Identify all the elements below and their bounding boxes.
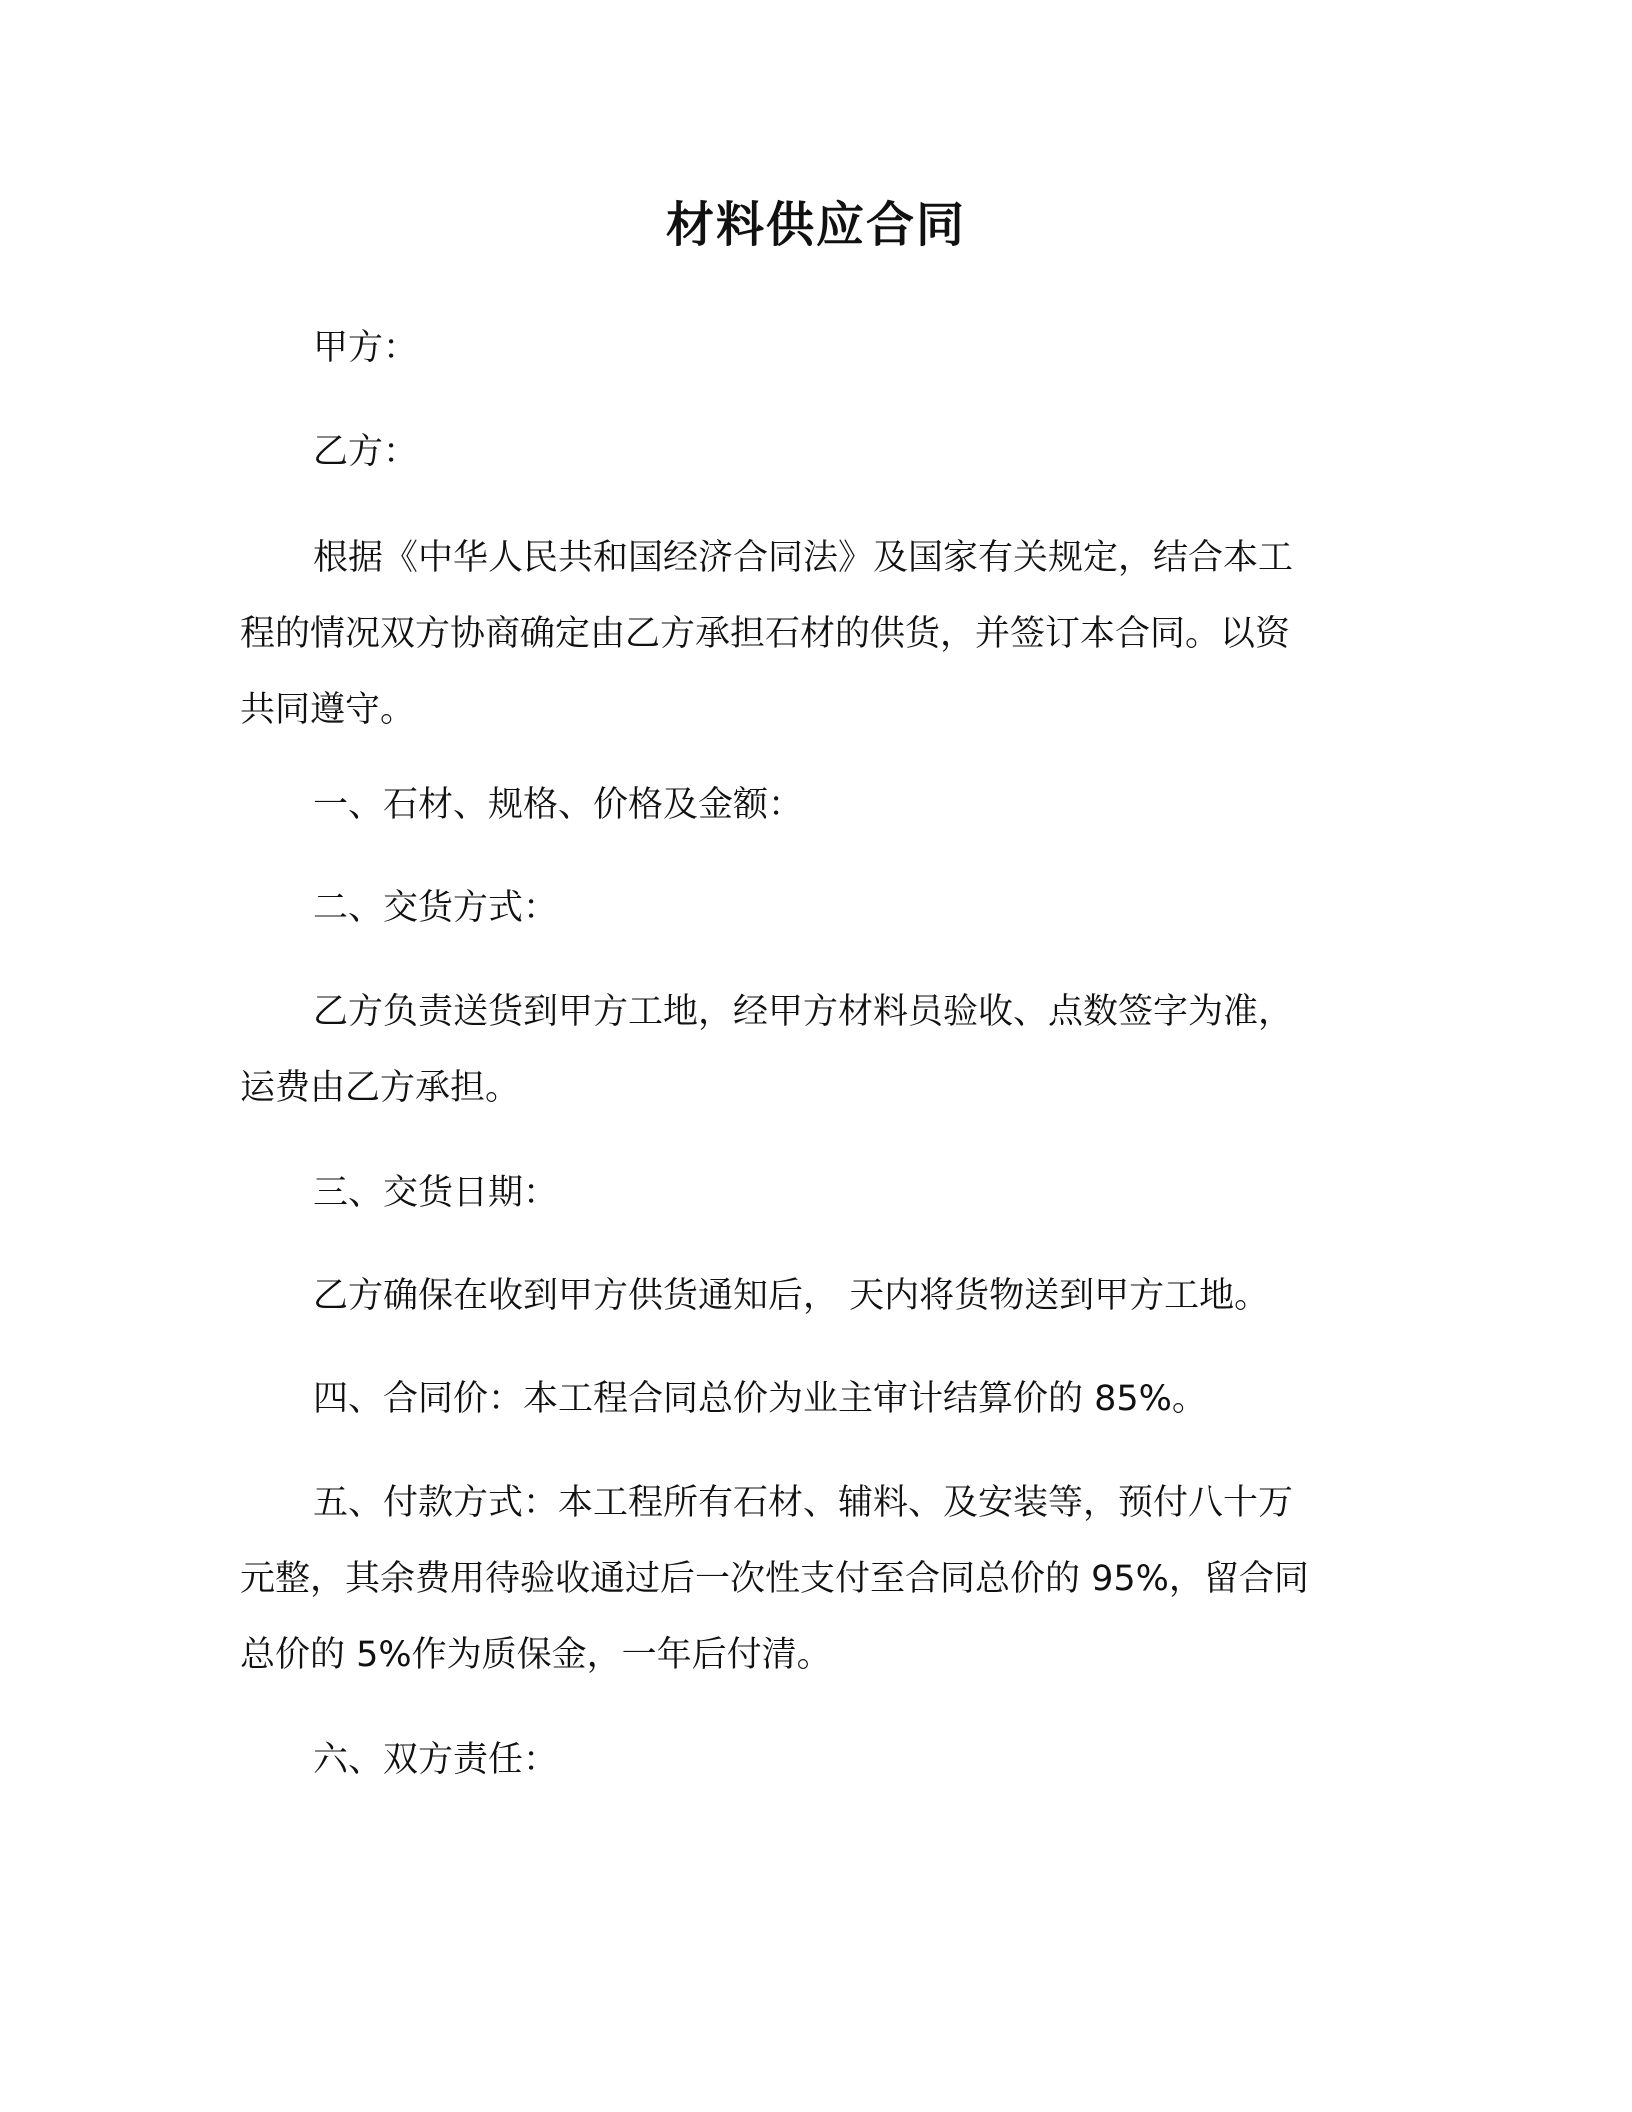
- section-2-heading: 二、交货方式：: [313, 888, 559, 928]
- intro-line-1: 根据《中华人民共和国经济合同法》及国家有关规定，结合本工: [313, 538, 1294, 578]
- section-5-line-3: 总价的 5%作为质保金，一年后付清。: [240, 1635, 832, 1675]
- party-b-label: 乙方：: [313, 432, 419, 472]
- section-3-heading: 三、交货日期：: [313, 1173, 559, 1213]
- section-1-heading: 一、石材、规格、价格及金额：: [313, 785, 804, 825]
- section-2-body: [240, 974, 1293, 1126]
- section-5-payment: [240, 1465, 1309, 1693]
- section-2-line-1: 乙方负责送货到甲方工地，经甲方材料员验收、点数签字为准，: [313, 992, 1294, 1032]
- section-6-heading: 六、双方责任：: [313, 1740, 559, 1780]
- section-2-line-2: 运费由乙方承担。: [240, 1068, 521, 1108]
- section-5-line-1: 五、付款方式：本工程所有石材、辅料、及安装等，预付八十万: [313, 1483, 1294, 1523]
- section-5-line-2: 元整，其余费用待验收通过后一次性支付至合同总价的 95%，留合同: [240, 1559, 1309, 1599]
- party-a-label: 甲方：: [313, 328, 419, 368]
- section-3-body: 乙方确保在收到甲方供货通知后， 天内将货物送到甲方工地。: [313, 1276, 1270, 1316]
- intro-line-3: 共同遵守。: [240, 690, 416, 730]
- document-title: 材料供应合同: [665, 197, 966, 253]
- section-4-contract-price: 四、合同价：本工程合同总价为业主审计结算价的 85%。: [313, 1379, 1207, 1419]
- intro-paragraph: [240, 520, 1293, 748]
- intro-line-2: 程的情况双方协商确定由乙方承担石材的供货，并签订本合同。以资: [240, 614, 1291, 654]
